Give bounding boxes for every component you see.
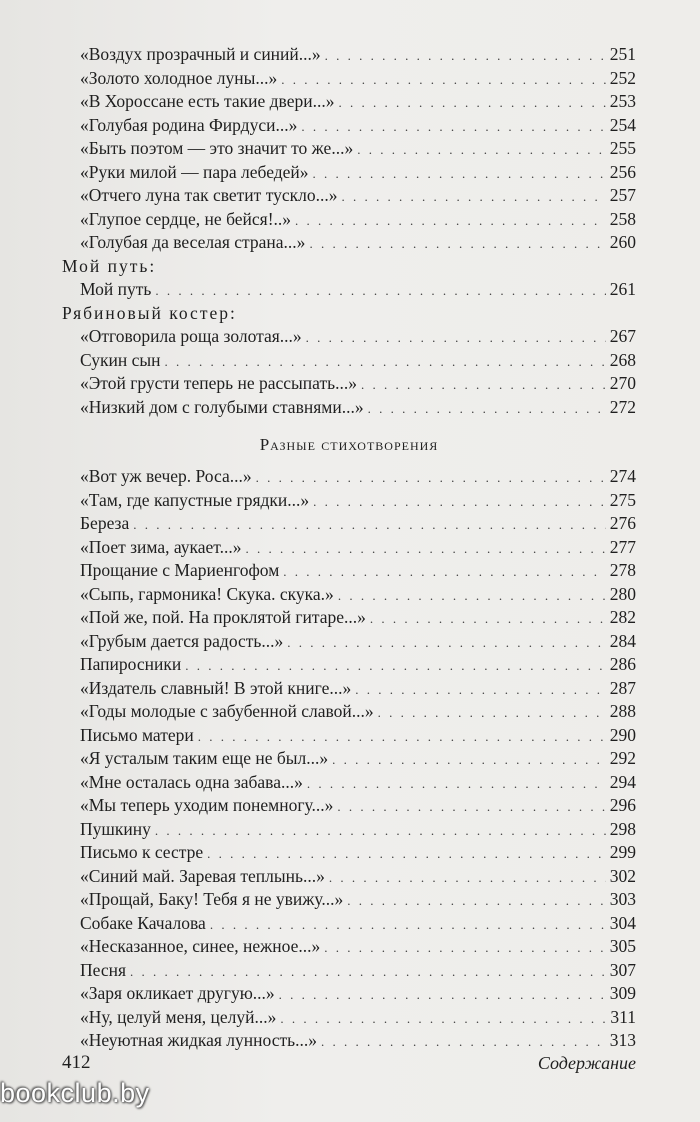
toc-entry-title: «Этой грусти теперь не рассыпать...»: [80, 373, 357, 393]
toc-entry-page: 282: [609, 607, 636, 627]
toc-entry-page: 272: [609, 396, 636, 417]
toc-entry-page: 302: [609, 865, 636, 886]
toc-entry-title: Сукин сын: [80, 349, 161, 370]
dot-leader: [256, 466, 606, 490]
dot-leader: [165, 350, 606, 374]
toc-entry-page: 252: [609, 67, 636, 88]
toc-entry: [62, 606, 636, 630]
toc-entry-title: «Годы молодые с забубенной славой...»: [80, 701, 374, 721]
toc-entry-title: «Низкий дом с голубыми ставнями...»: [80, 396, 364, 417]
toc-entry: [62, 137, 636, 161]
toc-entry-title: «Вот уж вечер. Роса...»: [80, 466, 252, 486]
toc-entry: [62, 396, 636, 420]
toc-entry-title: Береза: [80, 513, 130, 533]
toc-entry-title: Папиросники: [80, 654, 182, 674]
dot-leader: [361, 373, 606, 397]
toc-entry-title: «Поет зима, аукает...»: [80, 536, 242, 557]
toc-entry-title: «Сыпь, гармоника! Скука. скука.»: [80, 583, 334, 604]
toc-entry-title: Прощание с Мариенгофом: [80, 560, 280, 580]
toc-entry: [62, 559, 636, 583]
toc-entry-title: Мой путь: [80, 279, 152, 299]
toc-entry: [62, 583, 636, 607]
group-heading-kostyor: Рябиновый костер:: [62, 302, 237, 323]
toc-group-kostyor: [62, 325, 636, 419]
dot-leader: [155, 819, 606, 843]
dot-leader: [301, 115, 605, 139]
toc-entry: [62, 536, 636, 560]
toc-entry-title: «Там, где капустные грядки...»: [80, 489, 310, 510]
toc-entry: [62, 935, 636, 959]
toc-entry-title: «Воздух прозрачный и синий...»: [80, 44, 321, 64]
toc-entry-title: «Грубым дается радость...»: [80, 630, 284, 651]
toc-entry-title: «Издатель славный! В этой книге...»: [80, 677, 352, 698]
dot-leader: [280, 1007, 606, 1031]
toc-section-items: [62, 465, 636, 1053]
toc-entry-page: 270: [609, 373, 636, 393]
dot-leader: [279, 983, 606, 1007]
toc-entry-title: «Пой же, пой. На проклятой гитаре...»: [80, 607, 366, 627]
dot-leader: [378, 701, 606, 725]
toc-entry-page: 278: [609, 560, 636, 580]
toc-entry-page: 307: [609, 959, 636, 980]
toc-entry-page: 255: [609, 138, 636, 158]
toc-entry: [62, 161, 636, 185]
toc-entry-page: 299: [609, 842, 636, 862]
dot-leader: [155, 279, 605, 303]
dot-leader: [210, 913, 606, 937]
toc-entry: [62, 43, 636, 67]
toc-entry-title: Песня: [80, 959, 127, 980]
group-heading-moy-put: Мой путь:: [62, 255, 157, 276]
toc-entry: [62, 278, 636, 302]
toc-entry-page: 296: [609, 795, 636, 815]
toc-entry-title: Собаке Качалова: [80, 912, 206, 933]
running-title: Содержание: [537, 1053, 636, 1073]
dot-leader: [332, 748, 606, 772]
toc-entry: [62, 818, 636, 842]
toc-entry-page: 288: [609, 701, 636, 721]
toc-entry-page: 275: [609, 489, 636, 510]
toc-entry-title: «Я усталым таким еще не был...»: [80, 748, 329, 768]
toc-entry-page: 260: [609, 232, 636, 252]
toc-entry-page: 254: [609, 114, 636, 135]
dot-leader: [283, 560, 605, 584]
toc-entry-title: «Прощай, Баку! Тебя я не увижу...»: [80, 889, 344, 909]
dot-leader: [337, 795, 605, 819]
toc-entry-page: 274: [609, 466, 636, 486]
toc-entry-page: 286: [609, 654, 636, 674]
dot-leader: [313, 162, 606, 186]
toc-entry-title: «Быть поэтом — это значит то же...»: [80, 138, 354, 158]
toc-entry-page: 311: [610, 1006, 636, 1027]
toc-entry-title: «Отчего луна так светит тускло...»: [80, 185, 338, 205]
toc-entry-page: 294: [609, 771, 636, 792]
toc-entry-page: 309: [609, 983, 636, 1003]
toc-part1: [62, 43, 636, 255]
toc-entry: [62, 349, 636, 373]
toc-entry: [62, 771, 636, 795]
toc-group-moy-put: [62, 278, 636, 302]
watermark-logo: bookclub.by: [0, 1078, 150, 1108]
toc-entry-page: 292: [609, 748, 636, 768]
dot-leader: [306, 326, 606, 350]
dot-leader: [307, 772, 606, 796]
toc-entry-title: «Руки милой — пара лебедей»: [80, 161, 309, 182]
dot-leader: [207, 842, 606, 866]
dot-leader: [133, 513, 606, 537]
toc-entry-page: 253: [609, 91, 636, 111]
toc-entry: [62, 982, 636, 1006]
toc-entry: [62, 114, 636, 138]
dot-leader: [338, 91, 605, 115]
dot-leader: [185, 654, 606, 678]
toc-entry-title: «Несказанное, синее, нежное...»: [80, 936, 321, 956]
toc-entry-page: 298: [609, 818, 636, 839]
toc-entry-title: «Голубая да веселая страна...»: [80, 232, 306, 252]
dot-leader: [325, 44, 606, 68]
toc-entry: [62, 1006, 636, 1030]
toc-entry-page: 267: [609, 326, 636, 346]
toc-entry: [62, 512, 636, 536]
toc-entry-title: «Неуютная жидкая лунность...»: [80, 1030, 317, 1050]
toc-entry: [62, 841, 636, 865]
dot-leader: [338, 584, 606, 608]
toc-entry-title: «Глупое сердце, не бейся!..»: [80, 208, 292, 229]
toc-entry: [62, 630, 636, 654]
toc-entry-page: 304: [609, 912, 636, 933]
dot-leader: [357, 138, 606, 162]
toc-entry: [62, 208, 636, 232]
toc-entry-title: «Мы теперь уходим понемногу...»: [80, 795, 334, 815]
toc-entry-page: 313: [609, 1030, 636, 1050]
dot-leader: [309, 232, 605, 256]
toc-entry: [62, 465, 636, 489]
toc-entry-title: «Мне осталась одна забава...»: [80, 771, 303, 792]
toc-entry-page: 251: [609, 44, 636, 64]
toc-entry: [62, 325, 636, 349]
toc-entry-title: «Отговорила роща золотая...»: [80, 326, 302, 346]
toc-entry-page: 287: [609, 677, 636, 698]
toc-entry-title: «Ну, целуй меня, целуй...»: [80, 1006, 277, 1027]
toc-entry: [62, 700, 636, 724]
dot-leader: [287, 631, 605, 655]
toc-entry-title: «В Хороссане есть такие двери...»: [80, 91, 335, 111]
dot-leader: [368, 397, 606, 421]
toc-entry-page: 256: [609, 161, 636, 182]
toc-entry-page: 261: [609, 279, 636, 299]
dot-leader: [281, 68, 605, 92]
toc-entry-page: 290: [609, 724, 636, 745]
toc-entry: [62, 888, 636, 912]
page-number: 412: [62, 1052, 91, 1073]
toc-entry-title: Пушкину: [80, 818, 151, 839]
dot-leader: [130, 960, 606, 984]
toc-entry-title: «Голубая родина Фирдуси...»: [80, 114, 298, 135]
toc-entry-title: «Заря окликает другую...»: [80, 983, 275, 1003]
toc-entry-page: 268: [609, 349, 636, 370]
toc-entry: [62, 747, 636, 771]
toc-entry: [62, 372, 636, 396]
dot-leader: [342, 185, 606, 209]
dot-leader: [324, 936, 606, 960]
toc-entry-page: 280: [609, 583, 636, 604]
toc-entry-page: 303: [609, 889, 636, 909]
section-heading: Разные стихотворения: [259, 435, 439, 454]
toc-entry: [62, 865, 636, 889]
toc-entry-title: «Золото холодное луны...»: [80, 67, 278, 88]
toc-entry-page: 258: [609, 208, 636, 229]
toc-entry: [62, 959, 636, 983]
toc-entry: [62, 67, 636, 91]
toc-entry: [62, 489, 636, 513]
toc-entry-title: «Синий май. Заревая теплынь...»: [80, 865, 325, 886]
dot-leader: [329, 866, 606, 890]
table-of-contents: [62, 43, 636, 1053]
toc-entry: [62, 724, 636, 748]
toc-entry-title: Письмо к сестре: [80, 842, 204, 862]
dot-leader: [347, 889, 606, 913]
toc-entry: [62, 90, 636, 114]
dot-leader: [295, 209, 606, 233]
toc-entry: [62, 677, 636, 701]
toc-entry: [62, 653, 636, 677]
toc-entry-page: 276: [609, 513, 636, 533]
dot-leader: [355, 678, 606, 702]
toc-entry: [62, 184, 636, 208]
toc-entry: [62, 1029, 636, 1053]
dot-leader: [321, 1030, 606, 1054]
toc-entry-title: Письмо матери: [80, 724, 194, 745]
dot-leader: [198, 725, 606, 749]
toc-entry: [62, 231, 636, 255]
dot-leader: [370, 607, 606, 631]
toc-entry: [62, 794, 636, 818]
toc-entry-page: 284: [609, 630, 636, 651]
dot-leader: [246, 537, 606, 561]
toc-entry-page: 277: [609, 536, 636, 557]
toc-entry-page: 305: [609, 936, 636, 956]
toc-entry-page: 257: [609, 185, 636, 205]
dot-leader: [313, 490, 606, 514]
toc-entry: [62, 912, 636, 936]
